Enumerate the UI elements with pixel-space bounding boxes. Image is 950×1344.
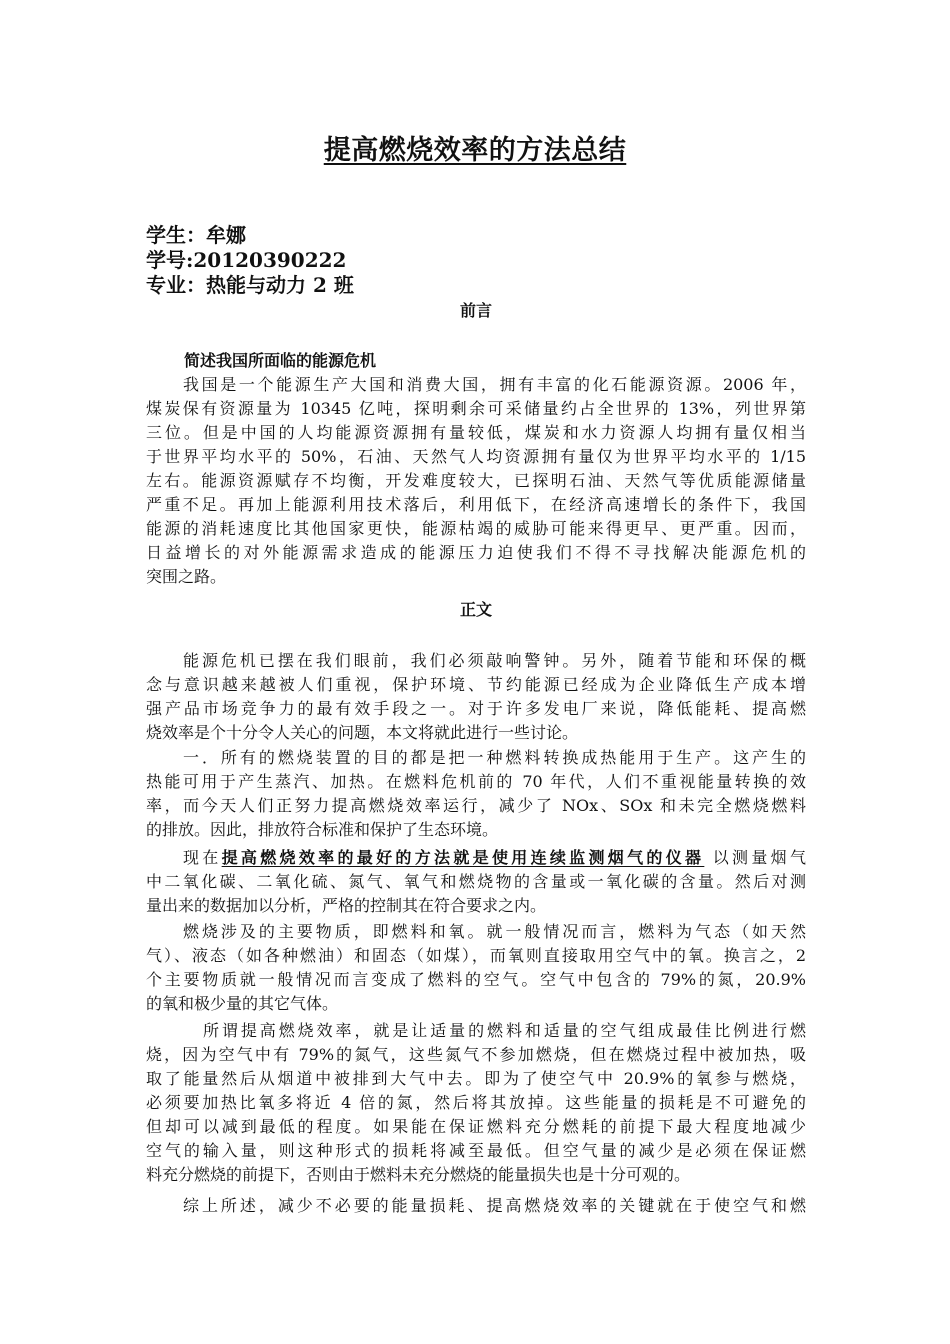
text-line: 率，而今天人们正努力提高燃烧效率运行，减少了 NOx、SOx 和未完全燃烧燃料 [146,796,806,815]
preface-heading: 前言 [459,301,492,320]
student-name: 学生：牟娜 [146,223,246,247]
student-major: 专业：热能与动力 2 班 [146,273,354,297]
text-line: 的氧和极少量的其它气体。 [146,994,339,1013]
body-paragraph-2 [146,746,806,842]
text-run: 以测量烟气 [704,848,806,867]
author-info [146,223,806,298]
body-paragraph-4 [146,920,806,1016]
text-line: 烧效率是个十分令人关心的问题，本文将就此进行一些讨论。 [146,723,579,742]
text-line [146,846,806,870]
text-line: 取了能量然后从烟道中被排到大气中去。即为了使空气中 20.9%的氧参与燃烧， [146,1069,806,1088]
body-paragraph-3 [146,846,806,918]
student-id: 学号:20120390222 [146,248,347,272]
text-line: 一．所有的燃烧装置的目的都是把一种燃料转换成热能用于生产。这产生的 [183,748,806,767]
text-run: 现在 [183,848,222,867]
text-line: 量出来的数据加以分析，严格的控制其在符合要求之内。 [146,896,547,915]
text-line: 所谓提高燃烧效率，就是让适量的燃料和适量的空气组成最佳比例进行燃 [203,1021,806,1040]
document-title: 提高燃烧效率的方法总结 [323,135,627,166]
text-line: 突围之路。 [146,567,227,586]
text-line: 念与意识越来越被人们重视，保护环境、节约能源已经成为企业降低生产成本增 [146,675,806,694]
text-line: 必须要加热比氧多将近 4 倍的氮，然后将其放掉。这些能量的损耗是不可避免的 [146,1093,806,1112]
text-line: 三位。但是中国的人均能源资源拥有量较低，煤炭和水力资源人均拥有量仅相当 [146,423,806,442]
text-line: 日益增长的对外能源需求造成的能源压力迫使我们不得不寻找解决能源危机的 [146,543,806,562]
preface-subheading: 简述我国所面临的能源危机 [184,351,377,370]
body-paragraph-5 [146,1019,806,1187]
text-line: 烧，因为空气中有 79%的氮气，这些氮气不参加燃烧，但在燃烧过程中被加热，吸 [146,1045,806,1064]
text-line: 气）、液态（如各种燃油）和固态（如煤），而氧则直接取用空气中的氧。换言之，2 [146,946,806,965]
text-line: 燃烧涉及的主要物质，即燃料和氧。就一般情况而言，燃料为气态（如天然 [183,922,806,941]
text-line: 严重不足。再加上能源利用技术落后，利用低下，在经济高速增长的条件下，我国 [146,495,806,514]
text-line: 煤炭保有资源量为 10345 亿吨，探明剩余可采储量约占全世界的 13%，列世界第 [146,399,806,418]
text-line: 热能可用于产生蒸汽、加热。在燃料危机前的 70 年代，人们不重视能量转换的效 [146,772,806,791]
text-line: 能源的消耗速度比其他国家更快，能源枯竭的威胁可能来得更早、更严重。因而， [146,519,806,538]
preface-paragraph [146,373,806,589]
text-line: 料充分燃烧的前提下，否则由于燃料未充分燃烧的能量损失也是十分可观的。 [146,1165,691,1184]
text-line: 的排放。因此，排放符合标准和保护了生态环境。 [146,820,499,839]
text-line: 左右。能源资源赋存不均衡，开发难度较大，已探明石油、天然气等优质能源储量 [146,471,806,490]
body-paragraph-6 [146,1194,806,1218]
text-line: 综上所述，减少不必要的能量损耗、提高燃烧效率的关键就在于使空气和燃 [183,1196,806,1215]
text-line: 空气的输入量，则这种形式的损耗将减至最低。但空气量的减少是必须在保证燃 [146,1141,806,1160]
text-line: 能源危机已摆在我们眼前，我们必须敲响警钟。另外，随着节能和环保的概 [183,651,806,670]
text-line: 强产品市场竞争力的最有效手段之一。对于许多发电厂来说，降低能耗、提高燃 [146,699,806,718]
text-line: 个主要物质就一般情况而言变成了燃料的空气。空气中包含的 79%的氮，20.9% [146,970,806,989]
text-line: 我国是一个能源生产大国和消费大国，拥有丰富的化石能源资源。2006 年， [183,375,806,394]
body-heading: 正文 [459,600,492,619]
key-method-emphasis: 提高燃烧效率的最好的方法就是使用连续监测烟气的仪器 [221,848,705,867]
body-paragraph-1 [146,649,806,745]
text-line: 中二氧化碳、二氧化硫、氮气、氧气和燃烧物的含量或一氧化碳的含量。然后对测 [146,872,806,891]
text-line: 于世界平均水平的 50%，石油、天然气人均资源拥有量仅为世界平均水平的 1/15 [146,447,806,466]
text-line: 但却可以减到最低的程度。如果能在保证燃料充分燃耗的前提下最大程度地减少 [146,1117,806,1136]
